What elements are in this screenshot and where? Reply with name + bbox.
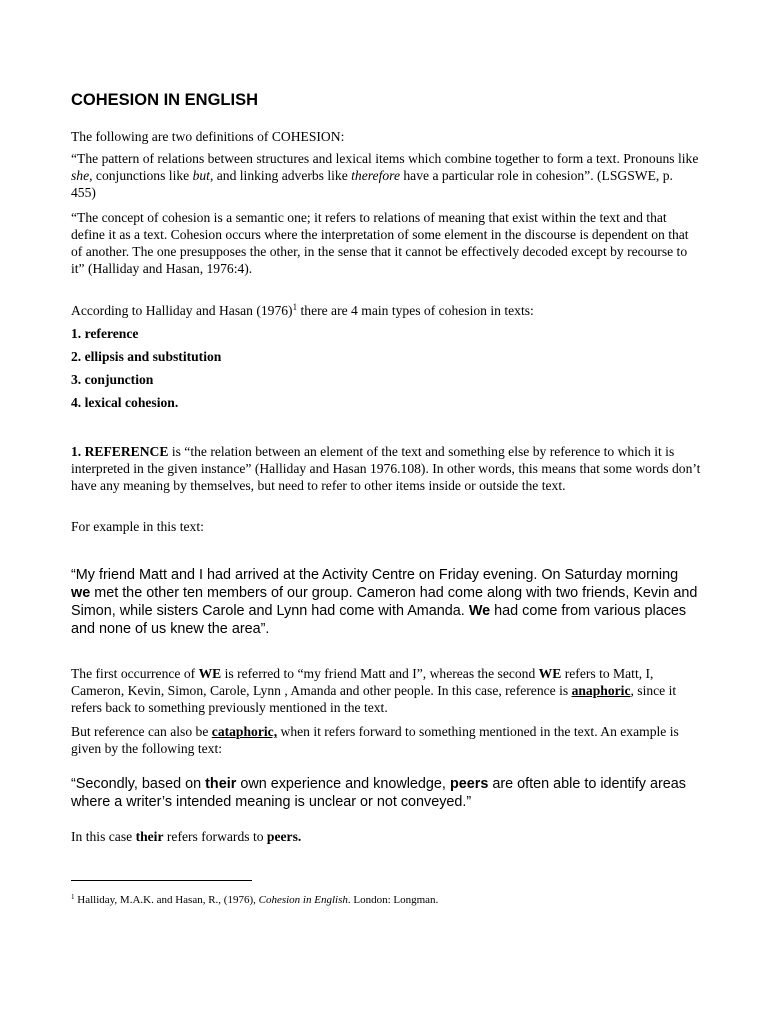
footnote-divider <box>71 880 252 881</box>
analysis-text: is referred to “my friend Matt and I”, whereas the second <box>221 666 539 681</box>
list-item: 3. conjunction <box>71 372 154 387</box>
she-italic: she <box>71 168 90 183</box>
list-item: 1. reference <box>71 326 139 341</box>
therefore-italic: therefore <box>351 168 400 183</box>
footnote-text: . London: Longman. <box>347 894 439 906</box>
list-item: 4. lexical cohesion. <box>71 395 179 410</box>
we-bold: We <box>468 603 491 619</box>
footnote-number: 1 <box>71 893 75 901</box>
definition-1 <box>71 150 701 201</box>
analysis-text: refers to Matt, I, Cameron, Kevin, Simon, Carole, Lynn , Amanda and other people. In this case, reference is <box>71 666 654 698</box>
reference-heading: 1. REFERENCE <box>71 444 169 459</box>
types-intro <box>71 302 701 319</box>
we-bold: WE <box>198 666 222 681</box>
footnote <box>71 893 701 907</box>
page-title: COHESION IN ENGLISH <box>71 91 259 109</box>
types-intro-text: there are 4 main types of cohesion in texts: <box>297 303 534 318</box>
quote-text: are often able to identify areas where a writer’s intended meaning is unclear or not conveyed.” <box>71 776 686 810</box>
quote-text: met the other ten members of our group. Cameron had come along with two friends, Kevin and Simon, while sisters Carole and Lynn had come with Amanda. <box>71 585 698 619</box>
book-title: Cohesion in English <box>258 894 348 906</box>
example-quote-2 <box>71 775 701 811</box>
reference-paragraph <box>71 443 701 494</box>
conclusion-text: refers forwards to <box>163 829 267 844</box>
their-bold: their <box>135 829 164 844</box>
analysis-text: The first occurrence of <box>71 666 199 681</box>
example-intro: For example in this text: <box>71 519 204 534</box>
cohesion-types-list <box>71 325 701 411</box>
quote-text: “Secondly, based on <box>71 776 206 792</box>
analysis-text: , since it refers back to something previously mentioned in the text. <box>71 683 677 715</box>
quote-text: had come from various places and none of us knew the area”. <box>71 603 687 637</box>
example-quote-1 <box>71 566 701 638</box>
definition-2: “The concept of cohesion is a semantic one; it refers to relations of meaning that exist within the text and that define it as a text. Cohesion occurs where the interpretation of some element in the discourse is dependent on that of another. The one presupposes the other, in the sense that it cannot be effectively decoded except by recourse to it” (Halliday and Hasan, 1976:4). <box>71 210 689 276</box>
cataphoric-term: cataphoric, <box>211 724 278 739</box>
cataphoric-text: But reference can also be <box>71 724 212 739</box>
conclusion-text: In this case <box>71 829 136 844</box>
intro-paragraph: The following are two definitions of COHESION: <box>71 129 345 144</box>
analysis-paragraph <box>71 665 701 716</box>
types-intro-text: According to Halliday and Hasan (1976) <box>71 303 293 318</box>
definition-1-text: , and linking adverbs like <box>209 168 352 183</box>
reference-text: is “the relation between an element of the text and something else by reference to which it is interpreted in the given instance” (Halliday and Hasan 1976.108). In other words, this means that some words don’t have any meaning by themselves, but need to refer to other items inside or outside the text. <box>71 444 701 493</box>
but-italic: but <box>192 168 210 183</box>
their-bold: their <box>205 776 237 792</box>
conclusion-paragraph <box>71 828 701 845</box>
footnote-ref: 1 <box>292 302 298 312</box>
peers-bold: peers. <box>266 829 302 844</box>
definition-1-text: have a particular role in cohesion”. (LSGSWE, p. 455) <box>71 168 673 200</box>
quote-text: own experience and knowledge, <box>236 776 450 792</box>
anaphoric-term: anaphoric <box>571 683 631 698</box>
cataphoric-paragraph <box>71 723 701 757</box>
list-item: 2. ellipsis and substitution <box>71 349 222 364</box>
quote-text: “My friend Matt and I had arrived at the Activity Centre on Friday evening. On Saturday morning <box>71 567 679 583</box>
peers-bold: peers <box>449 776 489 792</box>
we-bold: we <box>71 585 91 601</box>
we-bold: WE <box>538 666 562 681</box>
definition-1-text: “The pattern of relations between structures and lexical items which combine together to form a text. Pronouns like <box>71 151 699 166</box>
cataphoric-text: when it refers forward to something mentioned in the text. An example is given by the following text: <box>71 724 679 756</box>
definition-1-text: , conjunctions like <box>89 168 193 183</box>
footnote-text: Halliday, M.A.K. and Hasan, R., (1976), <box>74 894 259 906</box>
